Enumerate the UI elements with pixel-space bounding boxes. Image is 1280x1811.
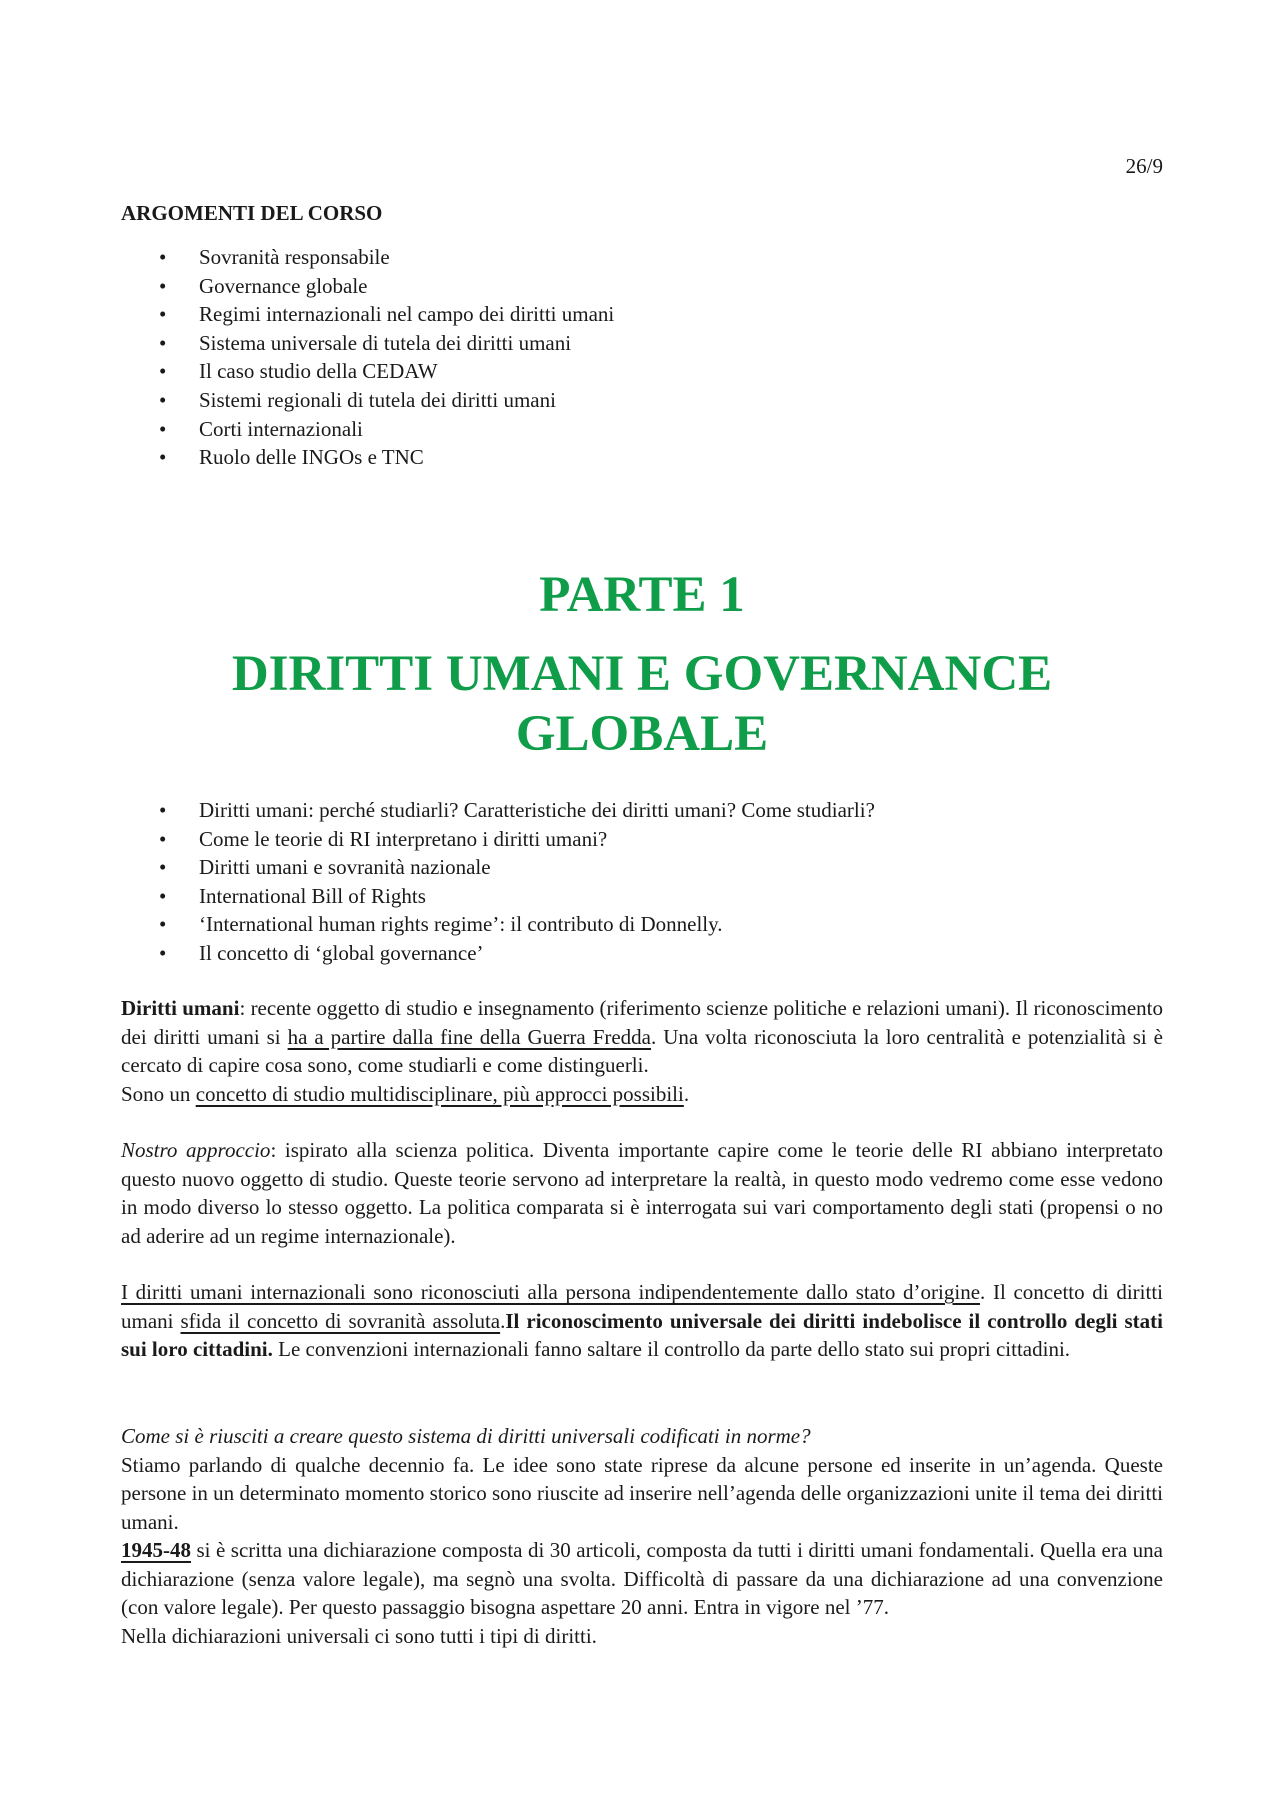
paragraph-nostro-approccio (121, 1136, 1163, 1250)
paragraph-text: . Una volta riconosciuta la loro centralità e potenzialità si è cercato di capire cosa sono, come studiarli e come distinguerli. (121, 1024, 1163, 1077)
list-item (121, 853, 1163, 882)
part-number-heading: PARTE 1 (539, 567, 745, 623)
bullet-icon: • (159, 883, 167, 908)
paragraph-text: . (500, 1308, 506, 1333)
list-item (121, 796, 1163, 825)
list-item-text: Diritti umani e sovranità nazionale (199, 855, 491, 880)
underlined-text: ha a partire dalla fine della Guerra Fredda (287, 1024, 652, 1049)
list-item-text: ‘International human rights regime’: il contributo di Donnelly. (199, 912, 723, 937)
list-item-text: Il caso studio della CEDAW (199, 359, 438, 384)
page-date: 26/9 (1125, 154, 1163, 178)
list-item (121, 386, 1163, 415)
bullet-icon: • (159, 912, 167, 937)
bullet-icon: • (159, 416, 167, 441)
list-item-text: Diritti umani: perché studiarli? Caratteristiche dei diritti umani? Come studiarli? (199, 798, 875, 822)
paragraph-lead: Diritti umani (121, 996, 240, 1020)
document-page (121, 0, 1163, 1811)
paragraph-text: Stiamo parlando di qualche decennio fa. Le idee sono state riprese da alcune persone ed inserite in un’agenda. Queste persone in un determinato momento storico sono riuscite ad inserire nell’agenda delle organizzazioni unite il tema dei diritti umani. (121, 1452, 1163, 1534)
paragraph-text: : ispirato alla scienza politica. Diventa importante capire come le teorie delle RI abbiano interpretato questo nuovo oggetto di studio. Queste teorie servono ad interpretare la realtà, in questo modo vedremo come esse vedono in modo diverso lo stesso oggetto. La politica comparata si è interrogata sui vari comportamento degli stati (propensi o no ad aderire ad un regime internazionale). (121, 1138, 1163, 1248)
list-item-text: Sistemi regionali di tutela dei diritti umani (199, 387, 556, 412)
list-item (121, 243, 1163, 272)
underlined-text: I diritti umani internazionali sono riconosciuti alla persona indipendentemente dallo stato d’origine (121, 1280, 981, 1304)
paragraph-text: Le convenzioni internazionali fanno saltare il controllo da parte dello stato sui propri cittadini. (272, 1337, 1071, 1361)
list-item (121, 329, 1163, 358)
part-topics-list (121, 796, 1163, 968)
list-item (121, 272, 1163, 301)
bullet-icon: • (159, 826, 167, 851)
paragraph-text: Sono un (121, 1081, 196, 1106)
course-topics-list (121, 243, 1163, 472)
list-item (121, 939, 1163, 968)
list-item-text: Corti internazionali (199, 416, 363, 441)
paragraph-text: Nella dichiarazioni universali ci sono tutti i tipi di diritti. (121, 1623, 597, 1648)
list-item (121, 443, 1163, 472)
bullet-icon: • (159, 302, 167, 327)
list-item-text: Come le teorie di RI interpretano i diritti umani? (199, 826, 608, 851)
bullet-icon: • (159, 273, 167, 298)
bold-text: Il riconoscimento universale dei diritti indebolisce il controllo degli stati sui loro cittadini. (121, 1308, 1163, 1361)
paragraph-diritti-umani (121, 994, 1163, 1108)
paragraph-text: . (683, 1081, 690, 1106)
bullet-icon: • (159, 855, 167, 880)
bullet-icon: • (159, 245, 167, 269)
paragraph-question: Come si è riusciti a creare questo sistema di diritti universali codificati in norme? (121, 1424, 811, 1448)
list-item (121, 825, 1163, 854)
bullet-icon: • (159, 359, 167, 384)
paragraph-storia (121, 1422, 1163, 1650)
list-item-text: International Bill of Rights (199, 883, 426, 908)
year-label: 1945-48 (121, 1538, 191, 1562)
list-item (121, 300, 1163, 329)
bullet-icon: • (159, 330, 167, 355)
underlined-text: sfida il concetto di sovranità assoluta (180, 1308, 501, 1333)
bullet-icon: • (159, 387, 167, 412)
list-item (121, 910, 1163, 939)
list-item-text: Il concetto di ‘global governance’ (199, 940, 484, 965)
list-item-text: Ruolo delle INGOs e TNC (199, 445, 424, 470)
list-item-text: Governance globale (199, 273, 368, 298)
part-title-heading: DIRITTI UMANI E GOVERNANCE GLOBALE (231, 646, 1053, 762)
paragraph-text: : recente oggetto di studio e insegnamento (riferimento scienze politiche e relazioni umani). Il riconoscimento dei diritti umani si (121, 996, 1163, 1049)
paragraph-text: . Il concetto di diritti umani (121, 1280, 1163, 1333)
paragraph-text: si è scritta una dichiarazione composta di 30 articoli, composta da tutti i diritti umani fondamentali. Quella era una dichiarazione (senza valore legale), ma segnò una svolta. Difficoltà di passare da una dichiarazione ad una convenzione (con valore legale). Per questo passaggio bisogna aspettare 20 anni. Entra in vigore nel ’77. (121, 1538, 1163, 1619)
list-item-text: Sovranità responsabile (199, 245, 390, 269)
bullet-icon: • (159, 445, 167, 470)
underlined-text: concetto di studio multidisciplinare, più approcci possibili (195, 1081, 684, 1106)
list-item-text: Regimi internazionali nel campo dei diritti umani (199, 302, 615, 327)
bullet-icon: • (159, 940, 167, 965)
course-topics-heading: ARGOMENTI DEL CORSO (121, 201, 383, 225)
list-item (121, 357, 1163, 386)
list-item-text: Sistema universale di tutela dei diritti umani (199, 330, 572, 355)
list-item (121, 415, 1163, 444)
list-item (121, 882, 1163, 911)
paragraph-lead: Nostro approccio (121, 1138, 271, 1162)
bullet-icon: • (159, 798, 167, 822)
paragraph-sovranita (121, 1278, 1163, 1364)
